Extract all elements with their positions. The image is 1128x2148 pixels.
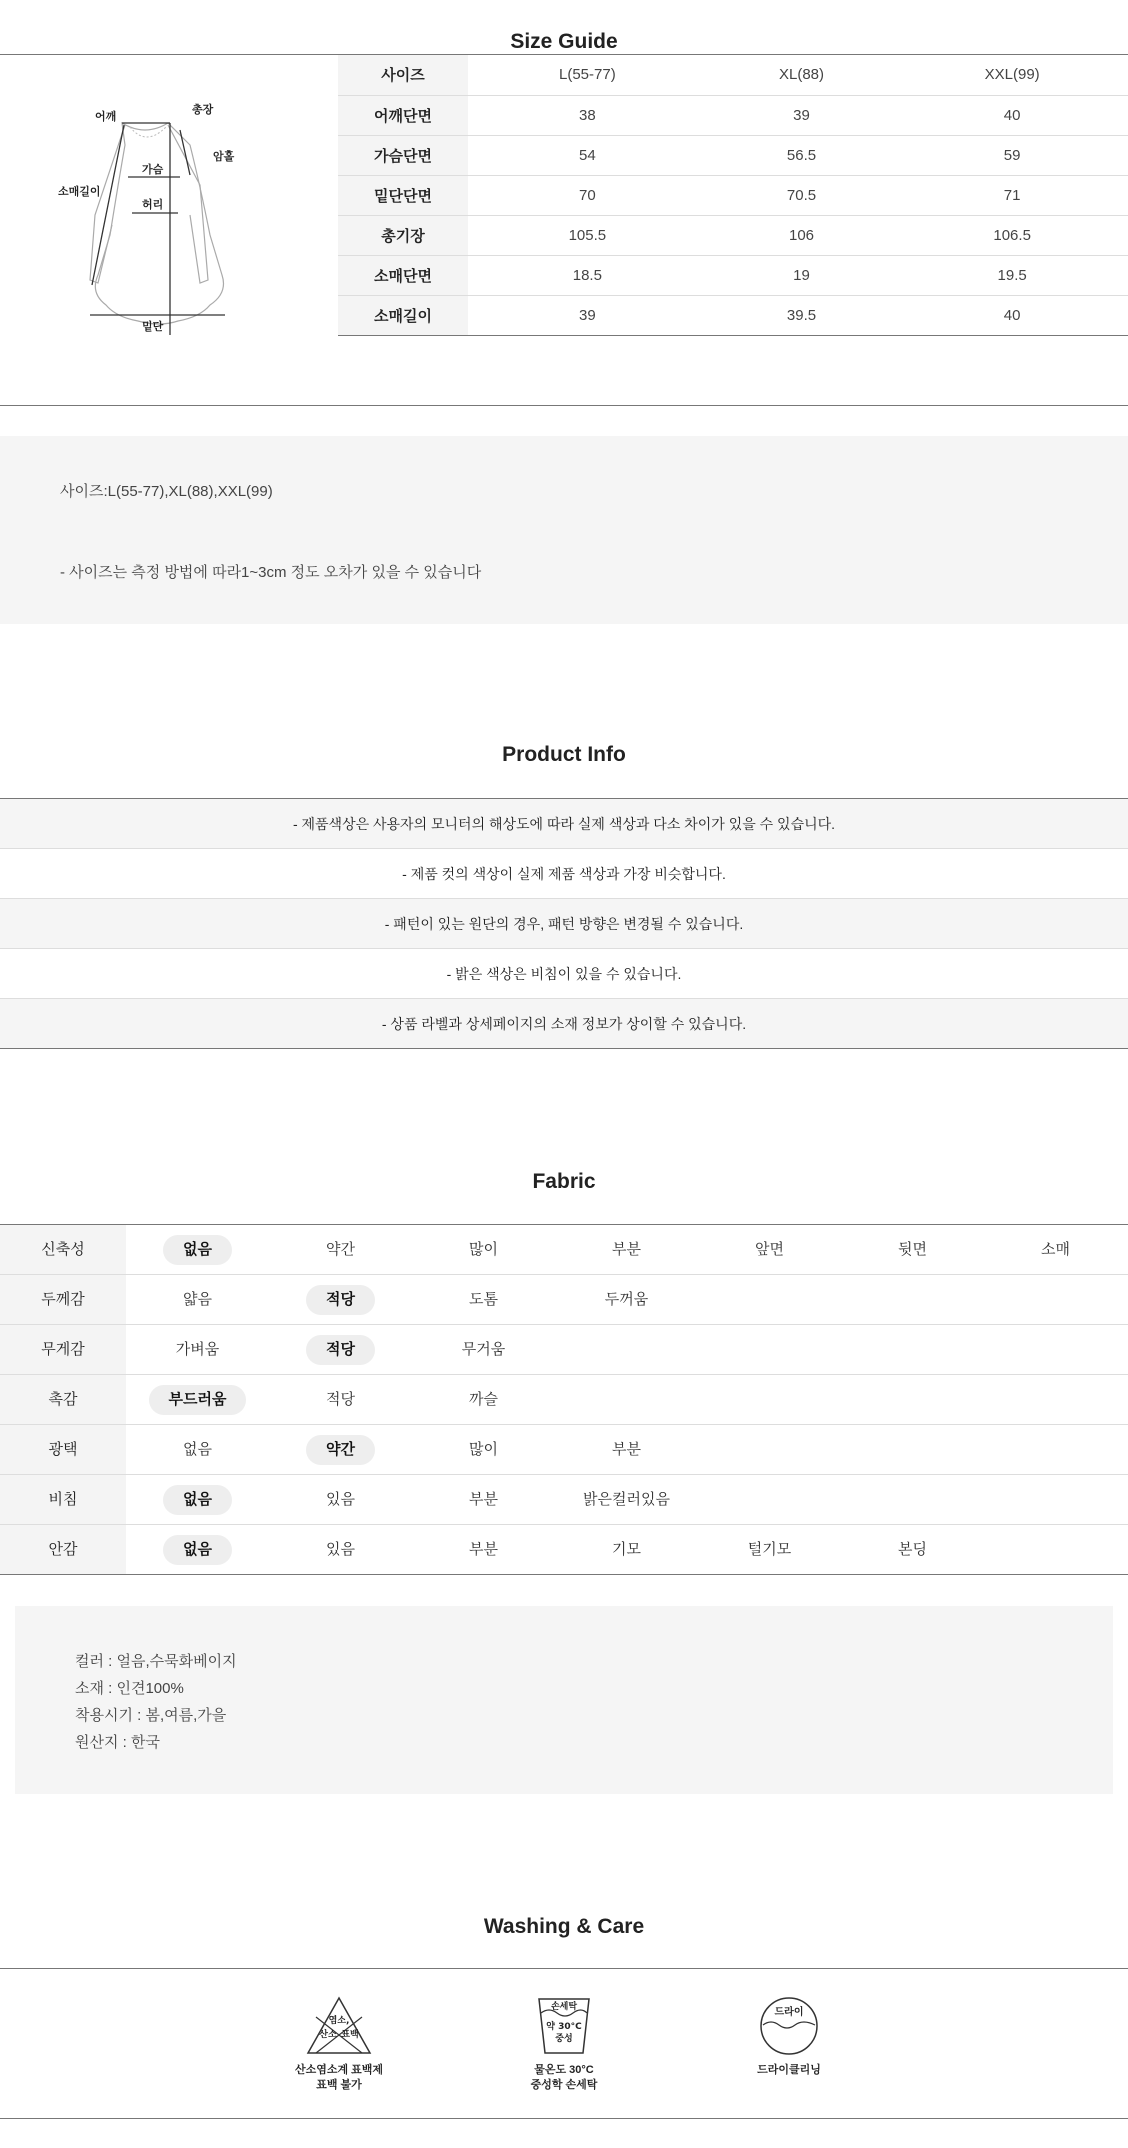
row-label: 소매단면 — [338, 255, 468, 295]
no-bleach-icon — [304, 1995, 374, 2057]
table-cell: 59 — [896, 135, 1128, 175]
fabric-option: 많이 — [469, 1241, 498, 1258]
size-row — [338, 175, 1128, 215]
header-cell: L(55-77) — [468, 55, 707, 95]
fabric-option: 있음 — [326, 1491, 355, 1508]
fabric-option-selected: 부드러움 — [126, 1375, 269, 1424]
row-label: 밑단단면 — [338, 175, 468, 215]
fabric-details-box — [15, 1606, 1113, 1794]
size-guide-title: Size Guide — [510, 30, 618, 53]
diagram-label-shoulder: 어깨 — [95, 110, 117, 123]
fabric-label: 안감 — [0, 1525, 126, 1574]
diagram-label-length: 총장 — [192, 103, 214, 116]
fabric-option-selected: 없음 — [126, 1225, 269, 1274]
fabric-label: 신축성 — [0, 1225, 126, 1274]
svg-text:손세탁: 손세탁 — [550, 2002, 578, 2012]
size-diagram — [50, 95, 270, 365]
fabric-label: 두께감 — [0, 1275, 126, 1324]
row-label: 소매길이 — [338, 295, 468, 335]
care-label: 표백 불가 — [316, 2079, 362, 2091]
size-table — [338, 55, 1128, 336]
svg-text:염소,: 염소, — [328, 2016, 350, 2026]
table-cell: 70 — [468, 175, 707, 215]
fabric-option: 있음 — [326, 1541, 355, 1558]
table-cell: 19 — [707, 255, 897, 295]
fabric-option: 밝은컬러있음 — [583, 1491, 670, 1508]
size-header-row — [338, 55, 1128, 95]
svg-text:드라이: 드라이 — [774, 2007, 804, 2018]
dry-clean-icon — [754, 1995, 824, 2057]
fabric-label: 광택 — [0, 1425, 126, 1474]
fabric-option-selected: 없음 — [126, 1475, 269, 1524]
table-cell: 105.5 — [468, 215, 707, 255]
fabric-option: 적당 — [326, 1391, 355, 1408]
table-cell: 106 — [707, 215, 897, 255]
fabric-detail: 원산지 : 한국 — [75, 1734, 160, 1751]
table-cell: 39 — [707, 95, 897, 135]
table-cell: 38 — [468, 95, 707, 135]
fabric-option: 도톰 — [469, 1291, 498, 1308]
size-row — [338, 215, 1128, 255]
table-cell: 18.5 — [468, 255, 707, 295]
fabric-row-stretch — [0, 1225, 1128, 1275]
divider — [0, 405, 1128, 406]
list-item: - 패턴이 있는 원단의 경우, 패턴 방향은 변경될 수 있습니다. — [0, 899, 1128, 949]
fabric-option: 없음 — [183, 1441, 212, 1458]
diagram-label-armhole: 암홀 — [213, 150, 235, 163]
fabric-option: 부분 — [612, 1241, 641, 1258]
fabric-label: 무게감 — [0, 1325, 126, 1374]
size-row — [338, 95, 1128, 135]
fabric-option: 약간 — [326, 1241, 355, 1258]
fabric-option: 두꺼움 — [604, 1291, 649, 1308]
fabric-option: 부분 — [612, 1441, 641, 1458]
fabric-detail: 착용시기 : 봄,여름,가을 — [75, 1707, 227, 1724]
size-row — [338, 255, 1128, 295]
header-cell: XL(88) — [707, 55, 897, 95]
list-item: - 제품색상은 사용자의 모니터의 해상도에 따라 실제 색상과 다소 차이가 있을 수 있습니다. — [0, 799, 1128, 849]
size-row — [338, 135, 1128, 175]
fabric-option: 많이 — [469, 1441, 498, 1458]
fabric-detail: 소재 : 인견100% — [75, 1680, 184, 1697]
fabric-detail: 컬러 : 얼음,수묵화베이지 — [75, 1653, 237, 1670]
list-item: - 밝은 색상은 비침이 있을 수 있습니다. — [0, 949, 1128, 999]
care-label: 중성학 손세탁 — [530, 2079, 598, 2091]
header-cell: 사이즈 — [338, 55, 468, 95]
table-cell: 70.5 — [707, 175, 897, 215]
svg-text:중성: 중성 — [555, 2034, 573, 2044]
size-note: 사이즈:L(55-77),XL(88),XXL(99) — [60, 483, 273, 500]
fabric-title: Fabric — [532, 1170, 596, 1193]
fabric-option: 기모 — [612, 1541, 641, 1558]
table-cell: 71 — [896, 175, 1128, 215]
table-cell: 106.5 — [896, 215, 1128, 255]
table-cell: 54 — [468, 135, 707, 175]
row-label: 총기장 — [338, 215, 468, 255]
list-item: - 제품 컷의 색상이 실제 제품 색상과 가장 비슷합니다. — [0, 849, 1128, 899]
list-item: - 상품 라벨과 상세페이지의 소재 정보가 상이할 수 있습니다. — [0, 999, 1128, 1049]
fabric-option-selected: 적당 — [269, 1275, 412, 1324]
diagram-label-hem: 밑단 — [142, 320, 164, 333]
divider — [0, 1968, 1128, 1969]
table-cell: 39 — [468, 295, 707, 335]
washing-title: Washing & Care — [483, 1915, 645, 1938]
fabric-row-gloss — [0, 1425, 1128, 1475]
care-label: 드라이클리닝 — [757, 2064, 821, 2076]
table-cell: 56.5 — [707, 135, 897, 175]
fabric-option: 무거움 — [461, 1341, 506, 1358]
care-item — [489, 1995, 639, 2092]
fabric-option: 뒷면 — [898, 1241, 927, 1258]
svg-text:약 30°C: 약 30°C — [546, 2022, 582, 2032]
fabric-option: 소매 — [1041, 1241, 1070, 1258]
fabric-option: 가벼움 — [175, 1341, 220, 1358]
fabric-label: 촉감 — [0, 1375, 126, 1424]
row-label: 어깨단면 — [338, 95, 468, 135]
table-cell: 19.5 — [896, 255, 1128, 295]
size-note: - 사이즈는 측정 방법에 따라1~3cm 정도 오차가 있을 수 있습니다 — [60, 564, 482, 581]
fabric-option-selected: 적당 — [269, 1325, 412, 1374]
fabric-option-selected: 약간 — [269, 1425, 412, 1474]
fabric-label: 비침 — [0, 1475, 126, 1524]
size-note-box — [0, 436, 1128, 624]
fabric-option: 부분 — [469, 1491, 498, 1508]
fabric-row-seethrough — [0, 1475, 1128, 1525]
row-label: 가슴단면 — [338, 135, 468, 175]
diagram-label-chest: 가슴 — [142, 163, 164, 176]
fabric-row-thickness — [0, 1275, 1128, 1325]
product-info-title: Product Info — [502, 743, 626, 766]
svg-text:산소: 산소 — [319, 2030, 337, 2040]
table-cell: 39.5 — [707, 295, 897, 335]
svg-text:표백: 표백 — [341, 2030, 359, 2040]
fabric-option: 까슬 — [469, 1391, 498, 1408]
fabric-option: 앞면 — [755, 1241, 784, 1258]
fabric-row-weight — [0, 1325, 1128, 1375]
fabric-option: 본딩 — [898, 1541, 927, 1558]
care-item — [714, 1995, 864, 2077]
hand-wash-icon — [529, 1995, 599, 2057]
fabric-option-selected: 없음 — [126, 1525, 269, 1574]
diagram-label-sleeve: 소매길이 — [58, 185, 101, 198]
table-cell: 40 — [896, 95, 1128, 135]
fabric-option: 얇음 — [183, 1291, 212, 1308]
care-item — [264, 1995, 414, 2092]
divider — [0, 2118, 1128, 2119]
fabric-option: 부분 — [469, 1541, 498, 1558]
care-label: 물온도 30°C — [534, 2064, 594, 2076]
fabric-row-lining — [0, 1525, 1128, 1575]
size-row — [338, 295, 1128, 335]
fabric-option: 털기모 — [747, 1541, 792, 1558]
diagram-label-waist: 허리 — [142, 198, 164, 211]
header-cell: XXL(99) — [896, 55, 1128, 95]
table-cell: 40 — [896, 295, 1128, 335]
fabric-row-touch — [0, 1375, 1128, 1425]
care-label: 산소염소계 표백제 — [294, 2064, 384, 2076]
